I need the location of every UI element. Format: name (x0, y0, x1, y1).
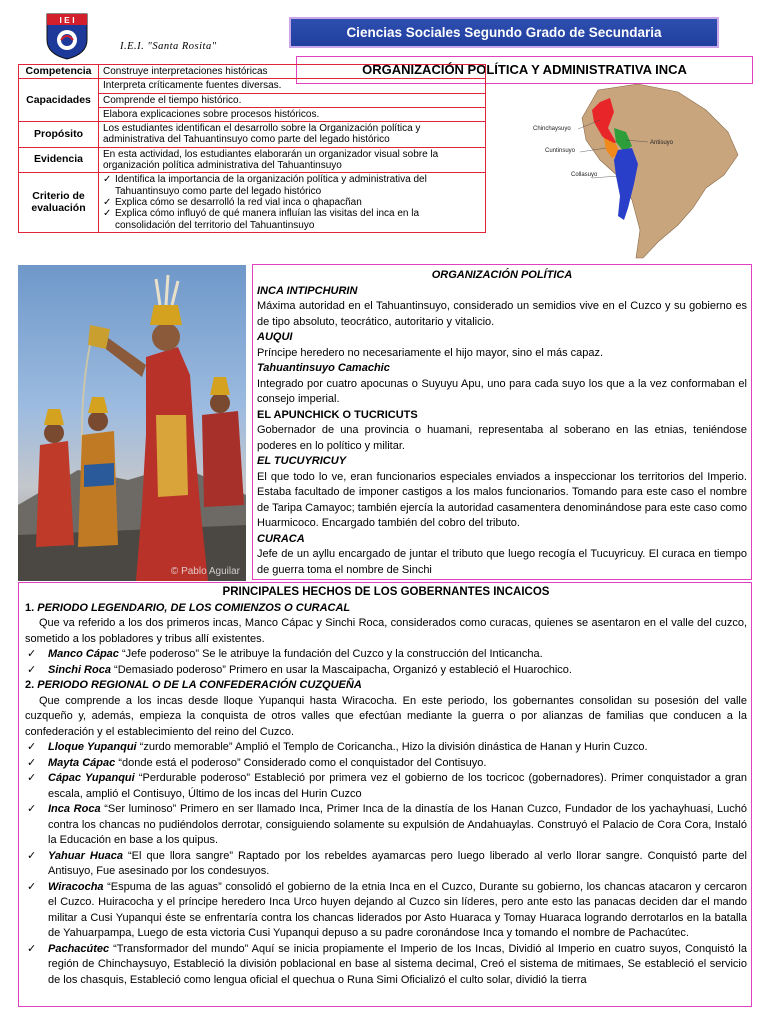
ruler-text: “El que llora sangre” Raptado por los rebeldes ayamarcas pero luego liberado al verlo llorar sangre. Conquistó parte del Antisuyo, Fue asesinado por los condesuyos. (48, 849, 747, 877)
org-heading: AUQUI (257, 331, 293, 343)
map-label-cuntinsuyo: Cuntinsuyo (545, 148, 576, 154)
period-intro: Que comprende a los incas desde lloque Yupanqui hasta Wiracocha. En este periodo, los gobernantes consolidan su posesión del valle cuzqueño y, además, empieza la conquista de otros valles que efectúan mediante la guerra o por alianzas de familias que conducen a la confederación y el establecimiento del reino del Cuzco. (25, 694, 747, 738)
org-text: Integrado por cuatro apocunas o Suyuyu Apu, uno para cada suyo los que a la vez conformaban el consejo imperial. (257, 377, 747, 405)
ruler-name: Yahuar Huaca (48, 849, 123, 862)
period-intro: Que va referido a los dos primeros incas, Manco Cápac y Sinchi Roca, considerados como curacas, quienes se asentaron en el valle del cuzco, sometido a los pobladores y tribus allí existentes. (25, 617, 747, 645)
list-item (25, 942, 747, 989)
list-item (25, 647, 747, 663)
period-number: 1. (25, 601, 35, 614)
capacidad-item: Interpreta críticamente fuentes diversas. (99, 79, 486, 93)
map-label-collasuyo: Collasuyo (571, 172, 598, 178)
org-heading: CURACA (257, 532, 305, 545)
tahuantinsuyo-map (528, 80, 743, 260)
map-label-antisuyo: Antisuyo (650, 140, 674, 146)
period-heading (25, 601, 747, 617)
org-text: Príncipe heredero no necesariamente el hijo mayor, sino el más capaz. (257, 346, 604, 359)
ruler-name: Pachacútec (48, 942, 110, 955)
competencia-value: Construye interpretaciones históricas (99, 65, 486, 79)
section-title: ORGANIZACIÓN POLÍTICA (431, 269, 573, 281)
org-text: El que todo lo ve, eran funcionarios especiales enviados a inspeccionar los territorios del Imperio. Estaba facultado de imponer castigos a los malos funcionarios. Tomando para este caso el nombre de Taripa Camayoc; también ejercía la autoridad casamentera denominándose para este caso como Huarmicoco. Encargado también del cobro del tributo. (257, 470, 747, 529)
ruler-text: “donde está el poderoso” Considerado como el conquistador del Contisuyo. (115, 756, 487, 769)
capacidad-item: Elabora explicaciones sobre procesos históricos. (99, 107, 486, 121)
period-title: PERIODO REGIONAL O DE LA CONFEDERACIÓN CUZQUEÑA (37, 679, 362, 691)
topic-title: ORGANIZACIÓN POLÍTICA Y ADMINISTRATIVA INCA (296, 56, 753, 84)
capacidades-label: Capacidades (19, 79, 99, 122)
course-banner: Ciencias Sociales Segundo Grado de Secundaria (289, 17, 719, 48)
list-item (25, 802, 747, 849)
ruler-text: “zurdo memorable” Amplió el Templo de Coricancha., Hizo la división dinástica de Hanan y Hurin Cuzco. (136, 741, 648, 753)
table-row (19, 79, 486, 93)
political-organization-section (252, 264, 752, 580)
section-title: PRINCIPALES HECHOS DE LOS GOBERNANTES INCAICOS (222, 586, 550, 598)
inca-ceremony-photo (18, 265, 246, 581)
org-heading: EL APUNCHICK O TUCRICUTS (257, 408, 418, 421)
list-item (25, 740, 747, 756)
rulers-events-section (18, 582, 752, 1007)
ruler-name: Cápac Yupanqui (48, 772, 135, 784)
ruler-text: “Espuma de las aguas” consolidó el gobierno de la etnia Inca en el Cuzco, Durante su gobierno, los chancas atacaron y cercaron el Cuzco. Huiracocha y el príncipe heredero Inca Urco huyen dejando al Cuzco sin líderes, pero ante esto las panacas deciden dar el mando militar a Cusi Yupanqui éste se enfrentaría contra los chancas liderados por Asto Huaraca y Tomay Huaraca logrando derrotarlos en la batalla de Yahuarpampa, Luego de esta victoria Cusi Yupanqui depuso a su padre coronándose Inca y tomando el nombre de Pachacútec. (48, 880, 747, 939)
ruler-text: “Transformador del mundo” Aquí se inicia propiamente el Imperio de los Incas, Dividió al Imperio en cuatro suyos, Conquistó la región de Chinchaysuyo, Estableció la división poblacional en base al sistema decimal, Creó el sistema de mitimaes, Se estableció el servicio de los chasquis, Estableció como lengua oficial el quechua o Runa Simi Oficializó el culto solar, dividió la tierra (48, 942, 747, 986)
logo-letters: I E I (59, 15, 75, 25)
map-label-chinchaysuyo: Chinchaysuyo (533, 126, 571, 132)
org-text: Jefe de un ayllu encargado de juntar el tributo que luego recogía el Tucuyricuy. El curaca en tiempo de guerra toma el nombre de Sinchi (257, 548, 747, 576)
org-heading: EL TUCUYRICUY (257, 455, 347, 467)
photo-credit: © Pablo Aguilar (170, 566, 240, 577)
proposito-label: Propósito (19, 122, 99, 148)
criterio-list-cell (99, 173, 486, 232)
ruler-list (25, 740, 747, 988)
period-number: 2. (25, 679, 35, 691)
ruler-text: “Jefe poderoso” Se le atribuye la fundación del Cuzco y la construcción del Inticancha. (118, 648, 543, 660)
proposito-value: Los estudiantes identifican el desarrollo sobre la Organización política y administrativa del Tahuantinsuyo como parte del legado histórico (99, 122, 486, 148)
school-logo (44, 12, 90, 60)
criterio-item: ✓ Identifica la importancia de la organización política y administrativa del Tahuantinsuyo como parte del legado histórico (103, 174, 481, 197)
ruler-text: “Ser luminoso” Primero en ser llamado Inca, Primer Inca de la dinastía de los Hanan Cuzco, Fundador de los yachayhuasi, Luchó contra los chancas no pudiéndolos derrotar, consiguiendo solamente su expulsión de Andahuaylas. Construyó el Palacio de Cora Cora, Instaló la Educación en base a los quipus. (48, 803, 748, 846)
evidencia-label: Evidencia (19, 147, 99, 173)
table-row (19, 173, 486, 232)
criterio-item: ✓ Explica cómo se desarrolló la red vial inca o qhapacñan (103, 197, 481, 208)
ruler-list (25, 647, 747, 678)
competencies-table (18, 64, 486, 233)
table-row (19, 122, 486, 148)
ruler-name: Sinchi Roca (48, 663, 111, 676)
period-heading (25, 678, 747, 694)
ruler-name: Manco Cápac (48, 648, 119, 660)
org-heading: Tahuantinsuyo Camachic (257, 362, 390, 374)
ruler-name: Lloque Yupanqui (48, 741, 137, 753)
criterio-list (103, 174, 481, 230)
criterio-label: Criterio de evaluación (19, 173, 99, 232)
period-title: PERIODO LEGENDARIO, DE LOS COMIENZOS O CURACAL (37, 601, 351, 614)
competencia-label: Competencia (19, 65, 99, 79)
ruler-name: Mayta Cápac (48, 756, 116, 769)
table-row (19, 65, 486, 79)
ruler-text: “Demasiado poderoso” Primero en usar la Mascaipacha, Organizó y estableció el Huarochico. (110, 663, 572, 676)
list-item (25, 880, 747, 942)
org-text: Máxima autoridad en el Tahuantinsuyo, considerado un semidios vive en el Cuzco y su gobierno es de tipo absoluto, teocrático, autoritario y vitalicio. (257, 300, 747, 328)
school-name: I.E.I. "Santa Rosita" (120, 41, 217, 52)
ruler-name: Inca Roca (48, 803, 101, 815)
capacidad-item: Comprende el tiempo histórico. (99, 93, 486, 107)
criterio-item: ✓ Explica cómo influyó de qué manera influían las visitas del inca en la consolidación del territorio del Tahuantinsuyo (103, 208, 481, 231)
list-item (25, 663, 747, 679)
evidencia-value: En esta actividad, los estudiantes elaborarán un organizador visual sobre la organización política administrativa del Tahuantinsuyo (99, 147, 486, 173)
org-heading: INCA INTIPCHURIN (257, 284, 358, 297)
ruler-name: Wiracocha (48, 880, 104, 893)
list-item (25, 771, 747, 802)
inca-figures-illustration (18, 265, 246, 581)
ruler-text: “Perdurable poderoso” Estableció por primera vez el gobierno de los tocricoc (gobernadores). Primer conquistador a gran escala, amplió el Contisuyo, Último de los incas del Hurin Cuzco (48, 772, 747, 800)
list-item (25, 756, 747, 772)
org-text: Gobernador de una provincia o huamani, representaba al soberano en las etnias, teniéndose poderes en lo político y militar. (257, 424, 747, 452)
list-item (25, 849, 747, 880)
table-row (19, 147, 486, 173)
